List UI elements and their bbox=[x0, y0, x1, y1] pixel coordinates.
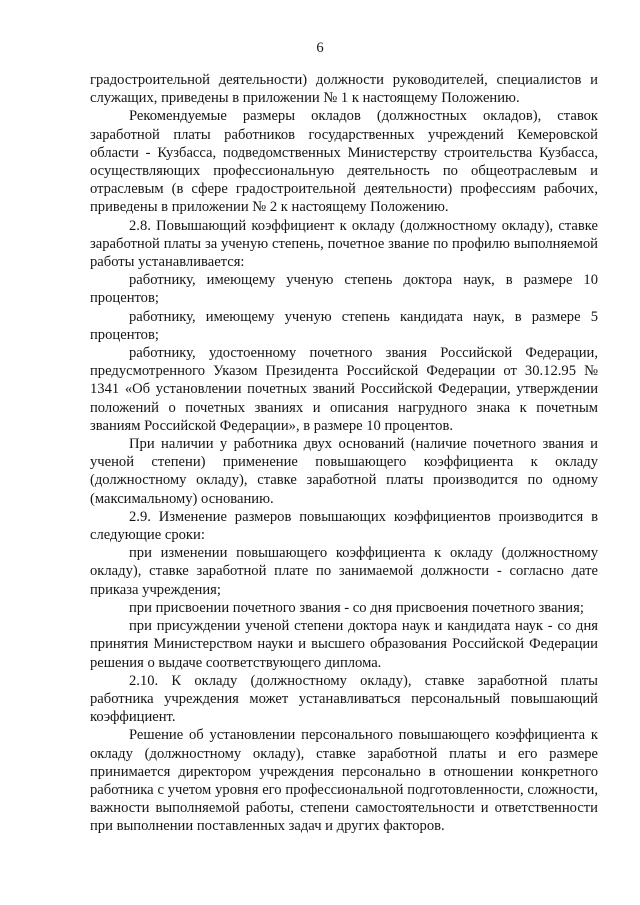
paragraph: Рекомендуемые размеры окладов (должностных окладов), ставок заработной платы работников государственных учреждений Кемеровской области - Кузбасса, подведомственных Министерству строительства Кузбасса, осуществляющих профессиональную деятельность по общеотраслевым и отраслевым (в сфере градостроительной деятельности) профессиям рабочих, приведены в приложении № 2 к настоящему Положению. bbox=[90, 108, 598, 216]
list-item: при изменении повышающего коэффициента к окладу (должностному окладу), ставке заработной плате по занимаемой должности - согласно дате приказа учреждения; bbox=[90, 545, 598, 598]
list-item: при присуждении ученой степени доктора наук и кандидата наук - со дня принятия Министерством науки и высшего образования Российской Федерации решения о выдаче соответствующего диплома. bbox=[90, 618, 598, 671]
section-2-10-paragraph: 2.10. К окладу (должностному окладу), ставке заработной платы работника учреждения может устанавливаться персональный повышающий коэффициент. bbox=[90, 672, 598, 726]
list-item: при присвоении почетного звания - со дня присвоения почетного звания; bbox=[129, 599, 584, 616]
section-2-9-paragraph: 2.9. Изменение размеров повышающих коэффициентов производится в следующие сроки: bbox=[90, 508, 598, 544]
list-item: работнику, имеющему ученую степень доктора наук, в размере 10 процентов; bbox=[90, 272, 598, 307]
paragraph: При наличии у работника двух оснований (наличие почетного звания и ученой степени) применение повышающего коэффициента к окладу (должностному окладу), ставке заработной платы производится по одному (максимальному) основанию. bbox=[90, 436, 598, 507]
paragraph: градостроительной деятельности) должности руководителей, специалистов и служащих, приведены в приложении № 1 к настоящему Положению. bbox=[90, 72, 598, 107]
section-2-8-paragraph: 2.8. Повышающий коэффициент к окладу (должностному окладу), ставке заработной платы за ученую степень, почетное звание по профилю выполняемой работы устанавливается: bbox=[90, 217, 598, 271]
paragraph: Решение об установлении персонального повышающего коэффициента к окладу (должностному окладу), ставке заработной платы и его размере принимается директором учреждения персонально в отношении конкретного работника с учетом уровня его профессиональной подготовленности, сложности, важности выполняемой работы, степени самостоятельности и ответственности при выполнении поставленных задач и других факторов. bbox=[90, 727, 598, 835]
list-item: работнику, имеющему ученую степень кандидата наук, в размере 5 процентов; bbox=[90, 308, 598, 343]
page-number: 6 bbox=[316, 40, 324, 56]
document-body bbox=[90, 71, 598, 836]
list-item: работнику, удостоенному почетного звания Российской Федерации, предусмотренного Указом Президента Российской Федерации от 30.12.95 № 1341 «Об установлении почетных званий Российской Федерации, утверждении положений о почетных званиях и описания нагрудного знака к почетным званиям Российской Федерации», в размере 10 процентов. bbox=[90, 345, 598, 434]
